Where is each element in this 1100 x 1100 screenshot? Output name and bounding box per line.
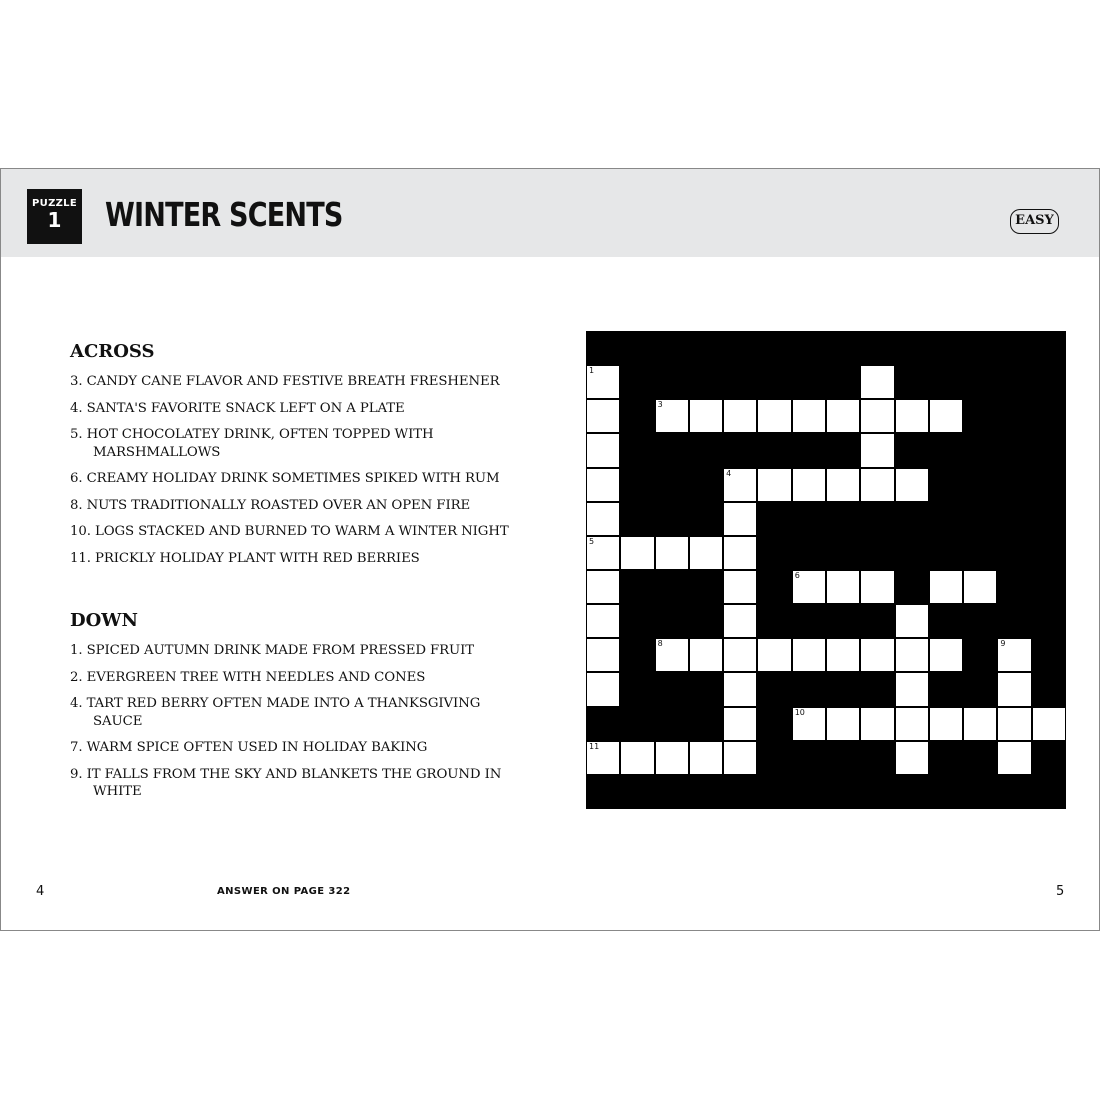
clue-item: 8. NUTS TRADITIONALLY ROASTED OVER AN OPEN FIRE (70, 497, 471, 513)
clue-item: 7. WARM SPICE OFTEN USED IN HOLIDAY BAKING (70, 740, 428, 755)
grid-cell[interactable] (758, 400, 790, 432)
grid-cell[interactable] (587, 469, 619, 501)
left-page-number: 4 (36, 884, 45, 899)
grid-cell[interactable] (827, 639, 859, 671)
grid-cell[interactable] (724, 708, 756, 740)
difficulty-badge: EASY (1010, 209, 1059, 234)
puzzle-title: WINTER SCENTS (105, 195, 343, 234)
grid-cell[interactable] (827, 400, 859, 432)
grid-cell[interactable] (587, 673, 619, 705)
grid-cell[interactable] (930, 400, 962, 432)
down-heading: DOWN (70, 610, 138, 631)
grid-cell[interactable] (587, 571, 619, 603)
grid-cell[interactable] (758, 639, 790, 671)
grid-cell[interactable] (998, 673, 1030, 705)
clue-number: 10 (794, 707, 805, 717)
grid-cell[interactable] (587, 639, 619, 671)
grid-cell[interactable] (758, 469, 790, 501)
grid-cell[interactable] (896, 742, 928, 774)
grid-cell[interactable] (724, 605, 756, 637)
grid-cell[interactable] (621, 742, 653, 774)
grid-cell[interactable] (656, 742, 688, 774)
clue-item: 10. LOGS STACKED AND BURNED TO WARM A WINTER NIGHT (70, 524, 509, 539)
grid-cell[interactable] (724, 639, 756, 671)
grid-cell[interactable] (861, 639, 893, 671)
grid-cell[interactable] (964, 708, 996, 740)
clue-number: 6 (794, 571, 800, 580)
across-heading: ACROSS (70, 341, 155, 362)
grid-cell[interactable] (724, 400, 756, 432)
grid-cell[interactable] (896, 708, 928, 740)
grid-cell[interactable] (621, 537, 653, 569)
clue-item: 4. SANTA'S FAVORITE SNACK LEFT ON A PLATE (70, 400, 405, 416)
grid-cell[interactable] (724, 571, 756, 603)
clue-number: 5 (589, 536, 595, 546)
grid-cell[interactable] (896, 400, 928, 432)
grid-cell[interactable] (793, 708, 825, 740)
clue-number: 3 (657, 400, 663, 410)
grid-cell[interactable] (690, 537, 722, 569)
answer-reference: ANSWER ON PAGE 322 (217, 886, 351, 897)
clue-number: 8 (657, 639, 663, 649)
clue-number: 1 (589, 366, 595, 376)
grid-cell[interactable] (724, 742, 756, 774)
clue-number: 11 (589, 741, 600, 751)
grid-cell[interactable] (724, 469, 756, 501)
clue-number: 4 (726, 468, 732, 478)
clue-item: 9. IT FALLS FROM THE SKY AND BLANKETS THE GROUND IN WHITE (70, 766, 502, 799)
grid-cell[interactable] (587, 605, 619, 637)
grid-cell[interactable] (724, 673, 756, 705)
grid-cell[interactable] (998, 639, 1030, 671)
clue-item: 1. SPICED AUTUMN DRINK MADE FROM PRESSED FRUIT (70, 643, 475, 658)
grid-cell[interactable] (930, 639, 962, 671)
grid-cell[interactable] (1033, 708, 1065, 740)
grid-cell[interactable] (998, 742, 1030, 774)
grid-cell[interactable] (656, 639, 688, 671)
grid-cell[interactable] (793, 639, 825, 671)
grid-cell[interactable] (587, 366, 619, 398)
grid-cell[interactable] (587, 537, 619, 569)
grid-cell[interactable] (896, 469, 928, 501)
header-band (1, 169, 1099, 257)
puzzle-badge (27, 189, 82, 244)
grid-cell[interactable] (793, 400, 825, 432)
grid-cell[interactable] (793, 469, 825, 501)
grid-cell[interactable] (690, 742, 722, 774)
grid-cell[interactable] (861, 400, 893, 432)
down-clue-list (70, 642, 510, 810)
grid-cell[interactable] (964, 571, 996, 603)
grid-cell[interactable] (827, 708, 859, 740)
grid-cell[interactable] (998, 708, 1030, 740)
grid-cell[interactable] (690, 400, 722, 432)
grid-cell[interactable] (930, 708, 962, 740)
grid-cell[interactable] (656, 400, 688, 432)
grid-cell[interactable] (861, 469, 893, 501)
clue-item: 2. EVERGREEN TREE WITH NEEDLES AND CONES (70, 669, 426, 685)
right-page-number: 5 (1056, 884, 1065, 899)
grid-cell[interactable] (587, 400, 619, 432)
clue-number: 9 (1000, 639, 1006, 649)
grid-cell[interactable] (793, 571, 825, 603)
grid-cell[interactable] (896, 673, 928, 705)
grid-cell[interactable] (827, 571, 859, 603)
puzzle-badge-label: PUZZLE (32, 198, 77, 209)
grid-cell[interactable] (861, 708, 893, 740)
across-clue-list (70, 373, 510, 576)
grid-cell[interactable] (724, 503, 756, 535)
grid-cell[interactable] (930, 571, 962, 603)
puzzle-number: 1 (47, 208, 62, 232)
clue-item: 4. TART RED BERRY OFTEN MADE INTO A THANKSGIVING SAUCE (70, 696, 481, 729)
grid-cell[interactable] (896, 639, 928, 671)
crossword-grid (586, 331, 1066, 809)
grid-cell[interactable] (896, 605, 928, 637)
grid-cell[interactable] (827, 469, 859, 501)
clue-item: 5. HOT CHOCOLATEY DRINK, OFTEN TOPPED WITH MARSHMALLOWS (70, 427, 434, 460)
grid-cell[interactable] (587, 503, 619, 535)
clue-item: 11. PRICKLY HOLIDAY PLANT WITH RED BERRIES (70, 550, 420, 566)
grid-cell[interactable] (861, 571, 893, 603)
grid-cell[interactable] (861, 434, 893, 466)
grid-cell[interactable] (861, 366, 893, 398)
book-spread (0, 168, 1100, 931)
grid-cell[interactable] (587, 434, 619, 466)
clue-item: 6. CREAMY HOLIDAY DRINK SOMETIMES SPIKED WITH RUM (70, 471, 500, 486)
grid-cell[interactable] (724, 537, 756, 569)
grid-cell[interactable] (587, 742, 619, 774)
grid-cell[interactable] (690, 639, 722, 671)
grid-cell[interactable] (656, 537, 688, 569)
clue-item: 3. CANDY CANE FLAVOR AND FESTIVE BREATH FRESHENER (70, 374, 500, 389)
